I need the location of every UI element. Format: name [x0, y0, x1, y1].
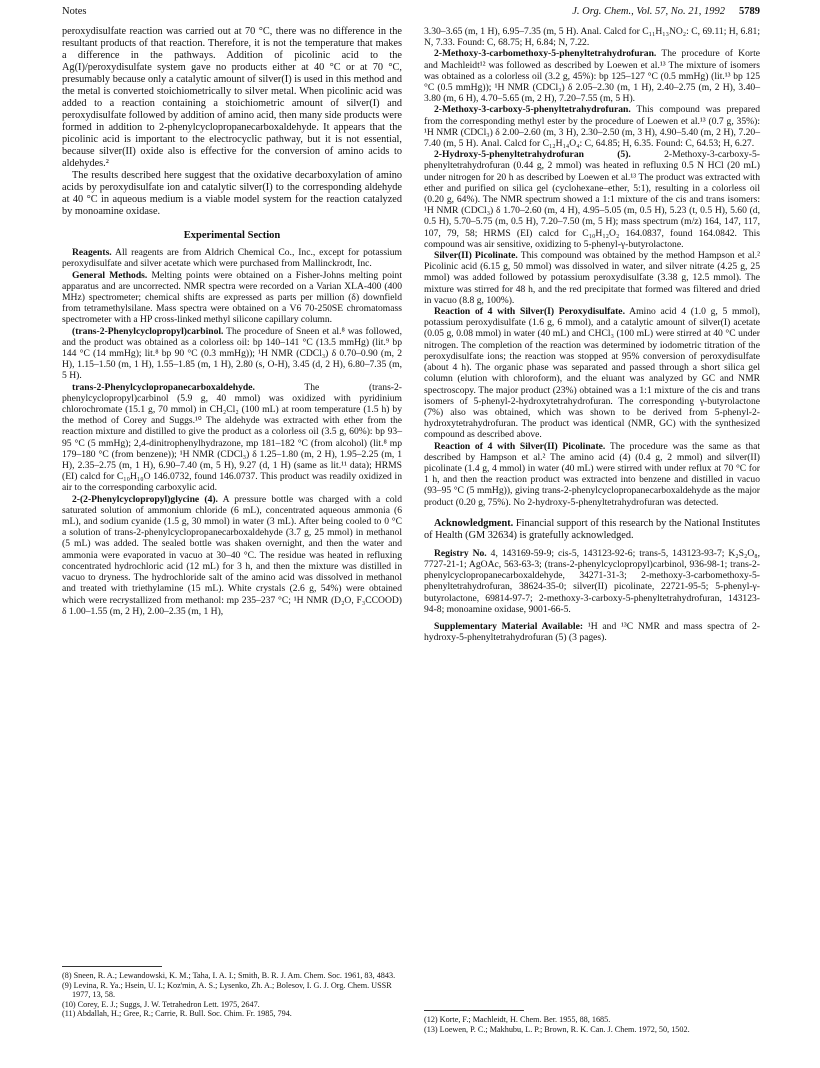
carboxy-heading: 2-Methoxy-3-carboxy-5-phenyltetrahydrofuran.	[434, 104, 631, 116]
carboxy-paragraph	[424, 104, 760, 149]
reaction-2-paragraph	[424, 441, 760, 508]
supplementary-paragraph	[424, 621, 760, 643]
section-label: Notes	[62, 6, 87, 17]
continued-text: 3.30–3.65 (m, 1 H), 6.95–7.35 (m, 5 H). Anal. Calcd for C₁₁H₁₃NO₂: C, 69.11; H, 6.81; N, 7.33. Found: C, 68.75; H, 6.84; N, 7.22.	[424, 26, 760, 49]
glycine-paragraph	[62, 494, 402, 617]
acknowledgment-paragraph	[424, 518, 760, 542]
journal-citation	[572, 6, 760, 17]
footnote-12: (12) Korte, F.; Machleidt, H. Chem. Ber. 1955, 88, 1685.	[424, 1015, 611, 1024]
general-methods-text: Melting points were obtained on a Fisher-Johns melting point apparatus and are uncorrected. NMR spectra were recorded on a Varian XLA-400 (400 MHz) spectrometer; chemical shifts are expressed as parts per million (δ) downfield from tetramethylsilane. Mass spectra were obtained on a V6 70-250SE chromatomass spectrometer with a HP cross-linked methyl silicone capillary column.	[62, 269, 402, 326]
footnote-9: (9) Levina, R. Ya.; Hsein, U. I.; Koz'min, A. S.; Lysenko, Zh. A.; Bolesov, I. G. J. Org. Chem. USSR 1977, 13, 58.	[62, 980, 392, 1000]
carbinol-heading: (trans-2-Phenylcyclopropyl)carbinol.	[72, 325, 224, 337]
aldehyde-text: The (trans-2-phenylcyclopropyl)carbinol (5.9 g, 40 mmol) was oxidized with pyridinium chlorochromate (15.1 g, 70 mmol) in CH₂Cl₂ (100 mL) at room temperature (1.5 h) by the method of Corey and Suggs.¹⁰ The aldehyde was extracted with ether from the reaction mixture and distilled to give the product as a colorless oil (3.5 g, 60%): bp 93–95 °C (5 mmHg); 2,4-dinitrophenylhydrazone, mp 181–182 °C (from alcohol) (lit.⁸ mp 179–180 °C (from benzene)); ¹H NMR (CDCl₃) δ 1.25–1.80 (m, 2 H), 1.95–2.25 (m, 1 H), 2.35–2.75 (m, 1 H), 6.90–7.40 (m, 5 H), 9.27 (d, 1 H) (same as lit.¹¹ data); HRMS (EI) calcd for C₁₀H₁₀O 146.0732, found 146.0737. This product was readily oxidized in air to the corresponding carboxylic acid.	[62, 381, 402, 494]
hydroxy-text: 2-Methoxy-3-carboxy-5-phenyltetrahydrofuran (0.44 g, 2 mmol) was heated in refluxing 0.5 N HCl (20 mL) under nitrogen for 20 h as described by Loewen et al.¹³ The product was extracted with ether and purified on silica gel (cyclohexane–ether, 5:1), resulting in a colorless oil (0.20 g, 64%). The NMR spectrum showed a 1:1 mixture of the cis and trans isomers: ¹H NMR (CDCl₃) δ 1.70–2.60 (m, 4 H), 4.95–5.05 (m, 0.5 H), 5.23 (t, 0.5 H), 5.60 (d, 0.5 H), 5.70–5.75 (m, 0.5 H), 7.20–7.50 (m, 5 H); mass spectrum (m/z) 164, 147, 117, 107, 79, 58; HRMS (EI) calcd for C₁₀H₁₂O₂ 164.0837, found 164.0842. This compound was air sensitive, oxidizing to 5-phenyl-γ-butyrolactone.	[424, 149, 760, 250]
page-number: 5789	[739, 6, 760, 17]
acknowledgment-heading: Acknowledgment.	[434, 517, 514, 529]
general-methods-heading: General Methods.	[72, 269, 148, 281]
supplementary-heading: Supplementary Material Available:	[434, 620, 584, 632]
footnote-rule	[62, 966, 162, 967]
aldehyde-paragraph	[62, 382, 402, 494]
acknowledgment-text: Financial support of this research by the National Institutes of Health (GM 32634) is gratefully acknowledged.	[424, 517, 760, 541]
left-column	[62, 26, 402, 617]
footnote-13: (13) Loewen, P. C.; Makhubu, L. P.; Brown, R. K. Can. J. Chem. 1972, 50, 1502.	[424, 1024, 690, 1034]
general-methods-paragraph	[62, 270, 402, 326]
footnote-10: (10) Corey, E. J.; Suggs, J. W. Tetrahedron Lett. 1975, 2647.	[62, 999, 260, 1009]
page-header	[62, 6, 760, 22]
discussion-paragraph-2: The results described here suggest that the oxidative decarboxylation of amino acids by peroxydisulfate ion and catalytic silver(I) to the corresponding aldehyde at 40 °C in aqueous medium is a viable model system for the reaction catalyzed by monoamine oxidase.	[62, 170, 402, 217]
picolinate-paragraph	[424, 250, 760, 306]
journal-name: J. Org. Chem., Vol. 57, No. 21, 1992	[572, 6, 725, 17]
reagents-paragraph	[62, 247, 402, 269]
reaction-1-text: Amino acid 4 (1.0 g, 5 mmol), potassium peroxydisulfate (1.6 g, 6 mmol), and a catalytic amount of silver(I) acetate (0.05 g, 0.08 mmol) in water (40 mL) and CHCl₃ (100 mL) were stirred at 40 °C under nitrogen. The completion of the reaction was determined by iodometric titration of the peroxydisulfate ions; the reaction was stopped at 95% conversion of peroxydisulfate (about 4 h). The organic phase was separated and passed through a short silica gel column (elution with chloroform), and the eluant was analyzed by GC and NMR spectroscopy. The major product (23%) obtained was a 1:1 mixture of the cis and trans isomers of 5-phenyl-2-hydroxytetrahydrofuran. The corresponding γ-butyrolactone (7%) also was obtained, which was shown to be derived from 5-phenyl-2-hydroxytetrahydrofuran. The product was identical (NMR, GC) with the synthesized compound as described above.	[424, 306, 760, 441]
picolinate-heading: Silver(II) Picolinate.	[434, 250, 518, 262]
aldehyde-heading: trans-2-Phenylcyclopropanecarboxaldehyde.	[72, 381, 255, 393]
glycine-text: A pressure bottle was charged with a cold saturated solution of ammonium chloride (6 mL), concentrated aqueous ammonia (6 mL), and sodium cyanide (1.5 g, 30 mmol) in water (3 mL). After being cooled to 0 °C a solution of trans-2-phenylcyclopropanecarboxaldehyde (3.7 g, 25 mmol) in methanol (5 mL) was added. The sealed bottle was shaken overnight, and then the water and ammonia were evaporated in vacuo at 30–40 °C. The residue was heated in refluxing concentrated hydrochloric acid (12 mL) for 3 h, and then the mixture was distilled in vacuo to dryness. The hydrochloride salt of the amino acid was dissolved in methanol and treated with triethylamine (15 mL). White crystals (2.6 g, 54%) were obtained which were recrystallized from methanol: mp 235–237 °C; ¹H NMR (D₂O, F₃CCOOD) δ 1.00–1.55 (m, 2 H), 2.00–2.35 (m, 1 H),	[62, 493, 403, 617]
footnote-11: (11) Abdallah, H.; Gree, R.; Carrie, R. Bull. Soc. Chim. Fr. 1985, 794.	[62, 1009, 292, 1019]
ester-paragraph	[424, 48, 760, 104]
reaction-2-text: The procedure was the same as that described by Hampson et al.² The amino acid (4) (0.4 g, 2 mmol) and silver(II) picolinate (1.4 g, 4 mmol) in water (40 mL) were stirred with under reflux at 70 °C for 1 h, and then the reaction product was extracted into benzene and distilled in vacuo (93–95 °C (5 mmHg)), giving trans-2-phenylcyclopropanecarboxaldehyde as the major product (0.20 g, 75%). No 2-hydroxy-5-phenyltetrahydrofuran was detected.	[424, 440, 760, 508]
section-heading: Experimental Section	[183, 230, 281, 241]
picolinate-text: This compound was obtained by the method Hampson et al.² Picolinic acid (6.15 g, 50 mmol) was dissolved in water, and silver nitrate (4.25 g, 25 mmol) was added followed by potassium peroxydisulfate (3.38 g, 12.5 mmol). The mixture was stirred for 48 h, and the red precipitate that formed was filtered and dried in vacuo (8.8 g, 100%).	[424, 250, 760, 306]
hydroxy-heading: 2-Hydroxy-5-phenyltetrahydrofuran (5).	[434, 149, 631, 161]
registry-paragraph	[424, 548, 760, 615]
ester-text: The procedure of Korte and Machleidt¹² was followed as described by Loewen et al.¹³ The mixture of isomers was obtained as a colorless oil (3.2 g, 45%): bp 125–127 °C (0.5 mmHg) (lit.¹³ bp 125 °C (0.5 mmHg)); ¹H NMR (CDCl₃) δ 2.05–2.30 (m, 1 H), 2.40–2.75 (m, 2 H), 3.40–3.80 (m, 6 H), 4.70–5.65 (m, 2 H), 7.20–7.55 (m, 5 H).	[424, 48, 760, 105]
footnote-8: (8) Sneen, R. A.; Lewandowski, K. M.; Taha, I. A. I.; Smith, B. R. J. Am. Chem. Soc. 1961, 83, 4843.	[62, 971, 396, 980]
hydroxy-paragraph	[424, 149, 760, 250]
glycine-heading: 2-(2-Phenylcyclopropyl)glycine (4).	[72, 493, 218, 505]
reaction-1-heading: Reaction of 4 with Silver(I) Peroxydisulfate.	[434, 306, 625, 318]
supplementary-text: ¹H and ¹³C NMR and mass spectra of 2-hydroxy-5-phenyltetrahydrofuran (5) (3 pages).	[424, 620, 760, 644]
footnote-rule	[424, 1010, 524, 1011]
discussion-paragraph-1: peroxydisulfate reaction was carried out at 70 °C, there was no difference in the resultant products of that reaction. Therefore, it is not the temperature that makes a difference in the pathways. Addition of picolinic acid to the Ag(I)/peroxydisulfate system gave no products either at 40 °C or at 70 °C, presumably because only a catalytic amount of silver(I) is used in this method and the metal is converted stoichiometrically to silver metal. When picolinic acid was added to a reaction containing a stoichiometric amount of silver(I) and peroxydisulfate followed by addition of amino acid, then many side products were formed in addition to 2-phenylcyclopropanecarboxaldehyde. It appears that the picolinic acid is important to the electrocyclic pathway, but it is not essential, because silver(II) oxide also is effective for the conversion of amino acids to aldehydes.²	[62, 26, 402, 169]
right-column	[424, 26, 760, 643]
carboxy-text: This compound was prepared from the corresponding methyl ester by the procedure of Loewen et al.¹³ (0.7 g, 35%): ¹H NMR (CDCl₃) δ 2.00–2.60 (m, 3 H), 2.30–2.50 (m, 3 H), 4.90–5.40 (m, 2 H), 7.20–7.40 (m, 5 H). Anal. Calcd for C₁₂H₁₄O₄: C, 64.85; H, 6.35. Found: C, 64.53; H, 6.27.	[424, 104, 760, 150]
reagents-heading: Reagents.	[72, 247, 112, 259]
carbinol-text: The procedure of Sneen et al.⁸ was followed, and the product was obtained as a colorless oil: bp 140–141 °C (13.5 mmHg) (lit.⁹ bp 144 °C (14 mmHg); lit.⁸ bp 90 °C (0.3 mmHg)); ¹H NMR (CDCl₃) δ 0.70–0.90 (m, 2 H), 1.15–1.50 (m, 1 H), 1.55–1.85 (m, 1 H), 2.80 (s, O-H), 3.45 (d, 2 H), 6.80–7.35 (m, 5 H).	[62, 325, 402, 382]
reagents-text: All reagents are from Aldrich Chemical Co., Inc., except for potassium peroxydisulfate and silver acetate which were purchased from Mallinckrodt, Inc.	[62, 247, 402, 270]
footnotes-right	[424, 1010, 760, 1034]
reaction-1-paragraph	[424, 306, 760, 440]
footnotes-left	[62, 966, 402, 1019]
carbinol-paragraph	[62, 326, 402, 382]
registry-heading: Registry No.	[434, 547, 487, 559]
reaction-2-heading: Reaction of 4 with Silver(II) Picolinate.	[434, 440, 606, 452]
ester-heading: 2-Methoxy-3-carbomethoxy-5-phenyltetrahydrofuran.	[434, 48, 657, 60]
registry-text: 4, 143169-59-9; cis-5, 143123-92-6; trans-5, 143123-93-7; K₂S₂O₈, 7727-21-1; AgOAc, 563-63-3; (trans-2-phenylcyclopropyl)carbinol, 936-98-1; trans-2-phenylcyclopropanecarboxaldehyde, 34271-31-3; 2-methoxy-3-carbomethoxy-5-phenyltetrahydrofuran, 38624-35-0; silver(II) picolinate, 22721-95-5; 5-phenyl-γ-butyrolactone, 69814-97-7; 2-methoxy-3-carboxy-5-phenyltetrahydrofuran, 143123-94-8; monoamine oxidase, 9001-66-5.	[424, 547, 760, 615]
